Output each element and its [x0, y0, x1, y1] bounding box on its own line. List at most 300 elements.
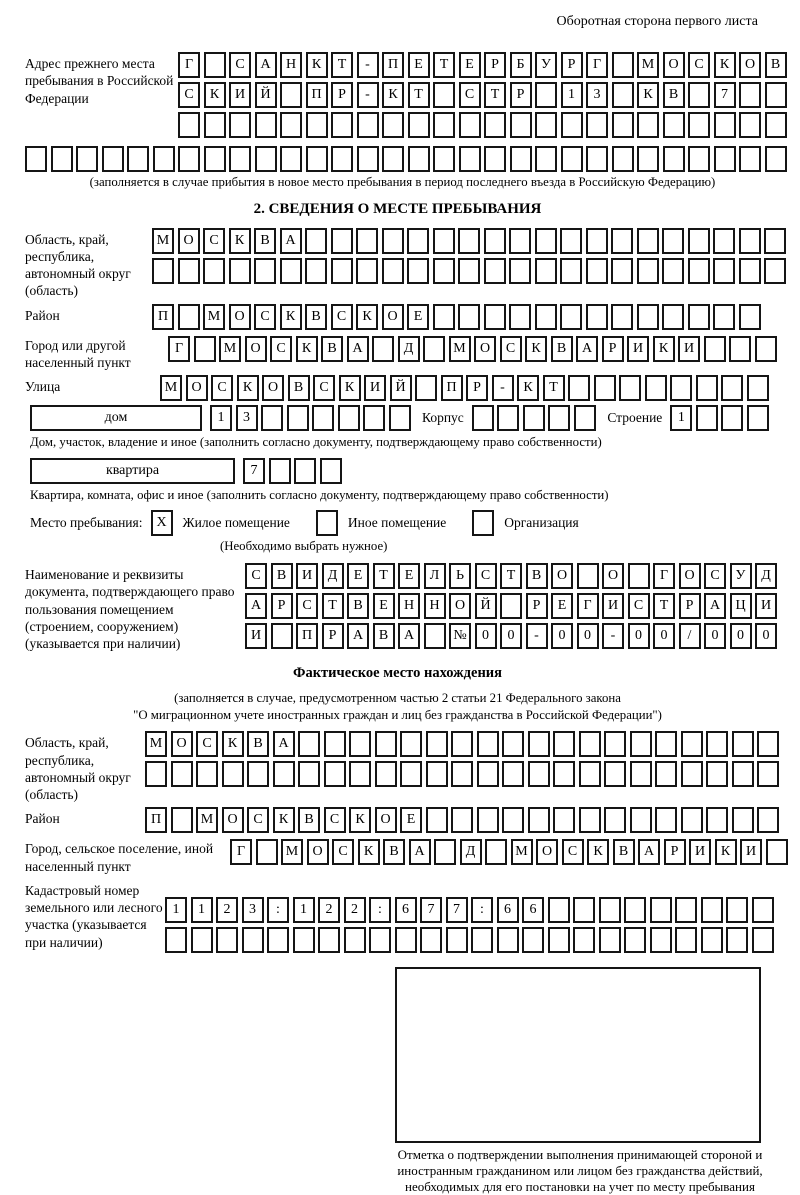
stay-type-checkbox-organization	[472, 510, 494, 536]
actual-district-field	[25, 807, 790, 833]
char-cell: К	[517, 375, 539, 401]
char-cell: К	[356, 304, 378, 330]
street-label: Улица	[25, 379, 61, 395]
char-cell: Т	[373, 563, 395, 589]
char-cell	[459, 112, 481, 138]
char-cell	[535, 304, 557, 330]
char-cell	[701, 927, 723, 953]
char-cell	[757, 761, 779, 787]
char-cell: О	[474, 336, 496, 362]
char-cell: С	[254, 304, 276, 330]
char-cell	[433, 258, 455, 284]
stay-type-option-residential: Жилое помещение	[182, 515, 290, 531]
char-cell: К	[237, 375, 259, 401]
char-cell	[757, 807, 779, 833]
char-cell	[612, 52, 634, 78]
char-cell	[688, 146, 710, 172]
char-cell	[663, 112, 685, 138]
char-cell	[739, 146, 761, 172]
char-cell: О	[679, 563, 701, 589]
char-cell	[594, 375, 616, 401]
char-cell	[305, 228, 327, 254]
char-cell	[560, 228, 582, 254]
char-cell	[655, 731, 677, 757]
char-cell: Д	[322, 563, 344, 589]
char-cell: Ц	[730, 593, 752, 619]
char-cell	[306, 146, 328, 172]
previous-address-row-2	[178, 82, 790, 108]
char-cell: М	[511, 839, 533, 865]
char-cell: И	[602, 593, 624, 619]
char-cell: -	[357, 82, 379, 108]
char-cell: Н	[424, 593, 446, 619]
char-cell	[510, 112, 532, 138]
char-cell: 7	[243, 458, 265, 484]
apartment-number-row	[243, 458, 345, 484]
header-note: Оборотная сторона первого листа	[556, 14, 758, 29]
char-cell: Т	[408, 82, 430, 108]
char-cell	[389, 405, 411, 431]
char-cell	[713, 228, 735, 254]
char-cell	[688, 228, 710, 254]
char-cell: -	[602, 623, 624, 649]
char-cell	[586, 258, 608, 284]
char-cell	[739, 228, 761, 254]
char-cell: П	[382, 52, 404, 78]
char-cell	[242, 927, 264, 953]
char-cell	[688, 112, 710, 138]
stamp-box	[395, 967, 761, 1143]
char-cell	[395, 927, 417, 953]
char-cell: О	[171, 731, 193, 757]
char-cell: Д	[460, 839, 482, 865]
char-cell	[255, 146, 277, 172]
char-cell	[357, 112, 379, 138]
char-cell	[528, 731, 550, 757]
char-cell	[630, 731, 652, 757]
char-cell	[267, 927, 289, 953]
char-cell: В	[305, 304, 327, 330]
char-cell	[637, 258, 659, 284]
char-cell	[451, 807, 473, 833]
char-cell	[765, 82, 787, 108]
previous-address-row-3	[178, 112, 790, 138]
char-cell: Л	[424, 563, 446, 589]
previous-address-row-4	[25, 146, 790, 172]
region-field	[25, 228, 790, 300]
char-cell	[477, 731, 499, 757]
char-cell: Й	[475, 593, 497, 619]
char-cell: Р	[510, 82, 532, 108]
actual-location-subtitle-1: (заполняется в случае, предусмотренном частью 2 статьи 21 Федерального закона	[174, 691, 621, 706]
char-cell: И	[689, 839, 711, 865]
char-cell: К	[587, 839, 609, 865]
char-cell	[662, 304, 684, 330]
char-cell: Н	[280, 52, 302, 78]
char-cell	[604, 807, 626, 833]
char-cell	[407, 258, 429, 284]
char-cell	[528, 807, 550, 833]
char-cell	[706, 807, 728, 833]
char-cell	[196, 761, 218, 787]
char-cell	[611, 258, 633, 284]
char-cell: Г	[653, 563, 675, 589]
char-cell	[25, 146, 47, 172]
char-cell	[713, 258, 735, 284]
char-cell: 0	[628, 623, 650, 649]
char-cell: И	[364, 375, 386, 401]
document-row-3	[245, 623, 781, 649]
char-cell	[706, 761, 728, 787]
char-cell: Р	[664, 839, 686, 865]
char-cell	[375, 731, 397, 757]
actual-region-field	[25, 731, 790, 803]
char-cell	[586, 304, 608, 330]
char-cell: Й	[390, 375, 412, 401]
char-cell: П	[145, 807, 167, 833]
city-field	[25, 334, 790, 372]
actual-city-row	[230, 839, 791, 865]
char-cell: Г	[178, 52, 200, 78]
char-cell	[204, 112, 226, 138]
char-cell	[624, 927, 646, 953]
char-cell: Е	[551, 593, 573, 619]
char-cell: К	[653, 336, 675, 362]
char-cell	[612, 112, 634, 138]
document-field	[25, 563, 790, 653]
char-cell	[766, 839, 788, 865]
char-cell	[675, 897, 697, 923]
char-cell	[298, 761, 320, 787]
char-cell	[293, 927, 315, 953]
char-cell: 0	[500, 623, 522, 649]
char-cell	[152, 258, 174, 284]
char-cell: М	[637, 52, 659, 78]
char-cell: А	[398, 623, 420, 649]
char-cell: Т	[543, 375, 565, 401]
char-cell	[312, 405, 334, 431]
actual-region-label: Область, край, республика, автономный округ (область)	[25, 735, 131, 803]
char-cell: 1	[293, 897, 315, 923]
char-cell	[229, 146, 251, 172]
char-cell	[484, 304, 506, 330]
actual-region-row-1	[145, 731, 783, 757]
char-cell	[732, 731, 754, 757]
char-cell: Т	[653, 593, 675, 619]
char-cell	[561, 112, 583, 138]
char-cell	[645, 375, 667, 401]
char-cell: М	[196, 807, 218, 833]
char-cell: М	[281, 839, 303, 865]
char-cell	[637, 146, 659, 172]
document-row-2	[245, 593, 781, 619]
char-cell: Т	[322, 593, 344, 619]
char-cell	[714, 112, 736, 138]
char-cell	[357, 146, 379, 172]
region-row-2	[152, 258, 790, 284]
char-cell: В	[526, 563, 548, 589]
char-cell	[433, 82, 455, 108]
region-rows	[152, 228, 790, 288]
section2-title: 2. СВЕДЕНИЯ О МЕСТЕ ПРЕБЫВАНИЯ	[253, 200, 542, 217]
char-cell	[696, 405, 718, 431]
char-cell: С	[324, 807, 346, 833]
char-cell	[363, 405, 385, 431]
char-cell	[382, 112, 404, 138]
stay-type-option-other: Иное помещение	[347, 515, 447, 531]
char-cell	[165, 927, 187, 953]
char-cell	[484, 228, 506, 254]
char-cell	[415, 375, 437, 401]
char-cell	[586, 228, 608, 254]
char-cell	[280, 82, 302, 108]
char-cell: М	[219, 336, 241, 362]
char-cell: С	[562, 839, 584, 865]
char-cell	[757, 731, 779, 757]
char-cell	[203, 258, 225, 284]
char-cell	[579, 731, 601, 757]
char-cell: О	[739, 52, 761, 78]
char-cell	[331, 112, 353, 138]
actual-city-field	[25, 837, 790, 875]
char-cell	[451, 731, 473, 757]
char-cell	[273, 761, 295, 787]
char-cell	[704, 336, 726, 362]
char-cell: Р	[526, 593, 548, 619]
char-cell: О	[307, 839, 329, 865]
stay-type-note: (Необходимо выбрать нужное)	[220, 539, 388, 554]
document-row-1	[245, 563, 781, 589]
char-cell: 0	[577, 623, 599, 649]
char-cell	[560, 304, 582, 330]
char-cell: :	[369, 897, 391, 923]
char-cell	[472, 405, 494, 431]
char-cell	[497, 927, 519, 953]
stroenie-label: Строение	[607, 410, 663, 426]
char-cell: В	[298, 807, 320, 833]
char-cell: 2	[216, 897, 238, 923]
char-cell	[502, 761, 524, 787]
char-cell	[509, 228, 531, 254]
char-cell	[688, 258, 710, 284]
char-cell	[408, 112, 430, 138]
char-cell: 3	[242, 897, 264, 923]
char-cell	[229, 112, 251, 138]
char-cell: К	[229, 228, 251, 254]
char-cell: С	[196, 731, 218, 757]
char-cell	[535, 258, 557, 284]
char-cell: Е	[373, 593, 395, 619]
char-cell	[446, 927, 468, 953]
char-cell	[331, 146, 353, 172]
char-cell: С	[500, 336, 522, 362]
char-cell	[650, 897, 672, 923]
char-cell	[599, 927, 621, 953]
char-cell	[655, 807, 677, 833]
char-cell	[573, 897, 595, 923]
char-cell: Р	[679, 593, 701, 619]
district-label: Район	[25, 307, 60, 323]
char-cell: О	[382, 304, 404, 330]
actual-district-label: Район	[25, 811, 60, 827]
char-cell	[611, 228, 633, 254]
char-cell	[637, 304, 659, 330]
stay-type-option-organization: Организация	[504, 515, 579, 531]
char-cell: 6	[395, 897, 417, 923]
char-cell: К	[349, 807, 371, 833]
char-cell: С	[459, 82, 481, 108]
char-cell	[426, 807, 448, 833]
char-cell	[145, 761, 167, 787]
char-cell: С	[247, 807, 269, 833]
char-cell	[349, 761, 371, 787]
char-cell: К	[715, 839, 737, 865]
char-cell	[573, 927, 595, 953]
char-cell	[471, 927, 493, 953]
char-cell: К	[358, 839, 380, 865]
char-cell: К	[525, 336, 547, 362]
char-cell	[688, 304, 710, 330]
char-cell: 0	[755, 623, 777, 649]
char-cell: Р	[561, 52, 583, 78]
char-cell: Е	[398, 563, 420, 589]
char-cell	[458, 258, 480, 284]
char-cell: С	[688, 52, 710, 78]
char-cell: А	[347, 623, 369, 649]
char-cell: С	[270, 336, 292, 362]
char-cell	[662, 258, 684, 284]
char-cell: 1	[670, 405, 692, 431]
char-cell: Т	[484, 82, 506, 108]
char-cell: -	[357, 52, 379, 78]
char-cell: М	[449, 336, 471, 362]
city-row	[168, 336, 780, 362]
char-cell: Е	[408, 52, 430, 78]
previous-address-caption: (заполняется в случае прибытия в новое место пребывания в период последнего въезда в Российскую Федерацию)	[89, 175, 716, 189]
char-cell	[630, 807, 652, 833]
char-cell: О	[602, 563, 624, 589]
char-cell	[426, 761, 448, 787]
char-cell: С	[203, 228, 225, 254]
char-cell	[681, 807, 703, 833]
char-cell: О	[375, 807, 397, 833]
char-cell	[739, 304, 761, 330]
char-cell: Р	[322, 623, 344, 649]
char-cell	[681, 761, 703, 787]
char-cell	[424, 623, 446, 649]
char-cell	[729, 336, 751, 362]
char-cell	[604, 731, 626, 757]
char-cell	[294, 458, 316, 484]
char-cell	[721, 375, 743, 401]
char-cell	[280, 258, 302, 284]
char-cell	[344, 927, 366, 953]
char-cell	[171, 807, 193, 833]
char-cell	[688, 82, 710, 108]
char-cell	[522, 927, 544, 953]
char-cell	[655, 761, 677, 787]
char-cell	[726, 897, 748, 923]
char-cell	[577, 563, 599, 589]
district-field	[25, 304, 790, 330]
char-cell: 2	[344, 897, 366, 923]
char-cell	[400, 761, 422, 787]
char-cell	[670, 375, 692, 401]
char-cell	[298, 731, 320, 757]
char-cell: И	[627, 336, 649, 362]
char-cell	[178, 146, 200, 172]
char-cell: 1	[561, 82, 583, 108]
char-cell	[458, 228, 480, 254]
char-cell: К	[714, 52, 736, 78]
char-cell: Е	[459, 52, 481, 78]
char-cell	[500, 593, 522, 619]
char-cell	[732, 761, 754, 787]
char-cell: И	[678, 336, 700, 362]
char-cell	[306, 112, 328, 138]
char-cell	[318, 927, 340, 953]
char-cell: 6	[522, 897, 544, 923]
char-cell	[553, 731, 575, 757]
char-cell: К	[637, 82, 659, 108]
char-cell: О	[536, 839, 558, 865]
cadastral-field	[25, 879, 790, 957]
char-cell	[338, 405, 360, 431]
char-cell	[764, 258, 786, 284]
char-cell: М	[152, 228, 174, 254]
char-cell: А	[245, 593, 267, 619]
char-cell	[407, 228, 429, 254]
char-cell	[752, 897, 774, 923]
actual-location-title: Фактическое место нахождения	[293, 665, 502, 682]
char-cell	[713, 304, 735, 330]
char-cell	[650, 927, 672, 953]
char-cell: П	[441, 375, 463, 401]
char-cell: Е	[407, 304, 429, 330]
char-cell: А	[704, 593, 726, 619]
char-cell	[509, 304, 531, 330]
char-cell	[484, 112, 506, 138]
char-cell	[535, 112, 557, 138]
house-number-row	[210, 405, 414, 431]
char-cell: :	[471, 897, 493, 923]
korpus-label: Корпус	[422, 410, 464, 426]
char-cell	[349, 731, 371, 757]
char-cell: А	[280, 228, 302, 254]
char-cell	[630, 761, 652, 787]
char-cell	[324, 731, 346, 757]
street-row	[160, 375, 772, 401]
char-cell: О	[186, 375, 208, 401]
char-cell: И	[245, 623, 267, 649]
char-cell	[548, 405, 570, 431]
char-cell	[747, 405, 769, 431]
char-cell: О	[178, 228, 200, 254]
char-cell	[739, 112, 761, 138]
char-cell	[324, 761, 346, 787]
char-cell	[747, 375, 769, 401]
char-cell	[637, 228, 659, 254]
char-cell: К	[280, 304, 302, 330]
char-cell	[619, 375, 641, 401]
char-cell: В	[373, 623, 395, 649]
char-cell: А	[347, 336, 369, 362]
char-cell	[458, 304, 480, 330]
char-cell: А	[638, 839, 660, 865]
char-cell	[662, 228, 684, 254]
char-cell	[356, 228, 378, 254]
char-cell: О	[449, 593, 471, 619]
